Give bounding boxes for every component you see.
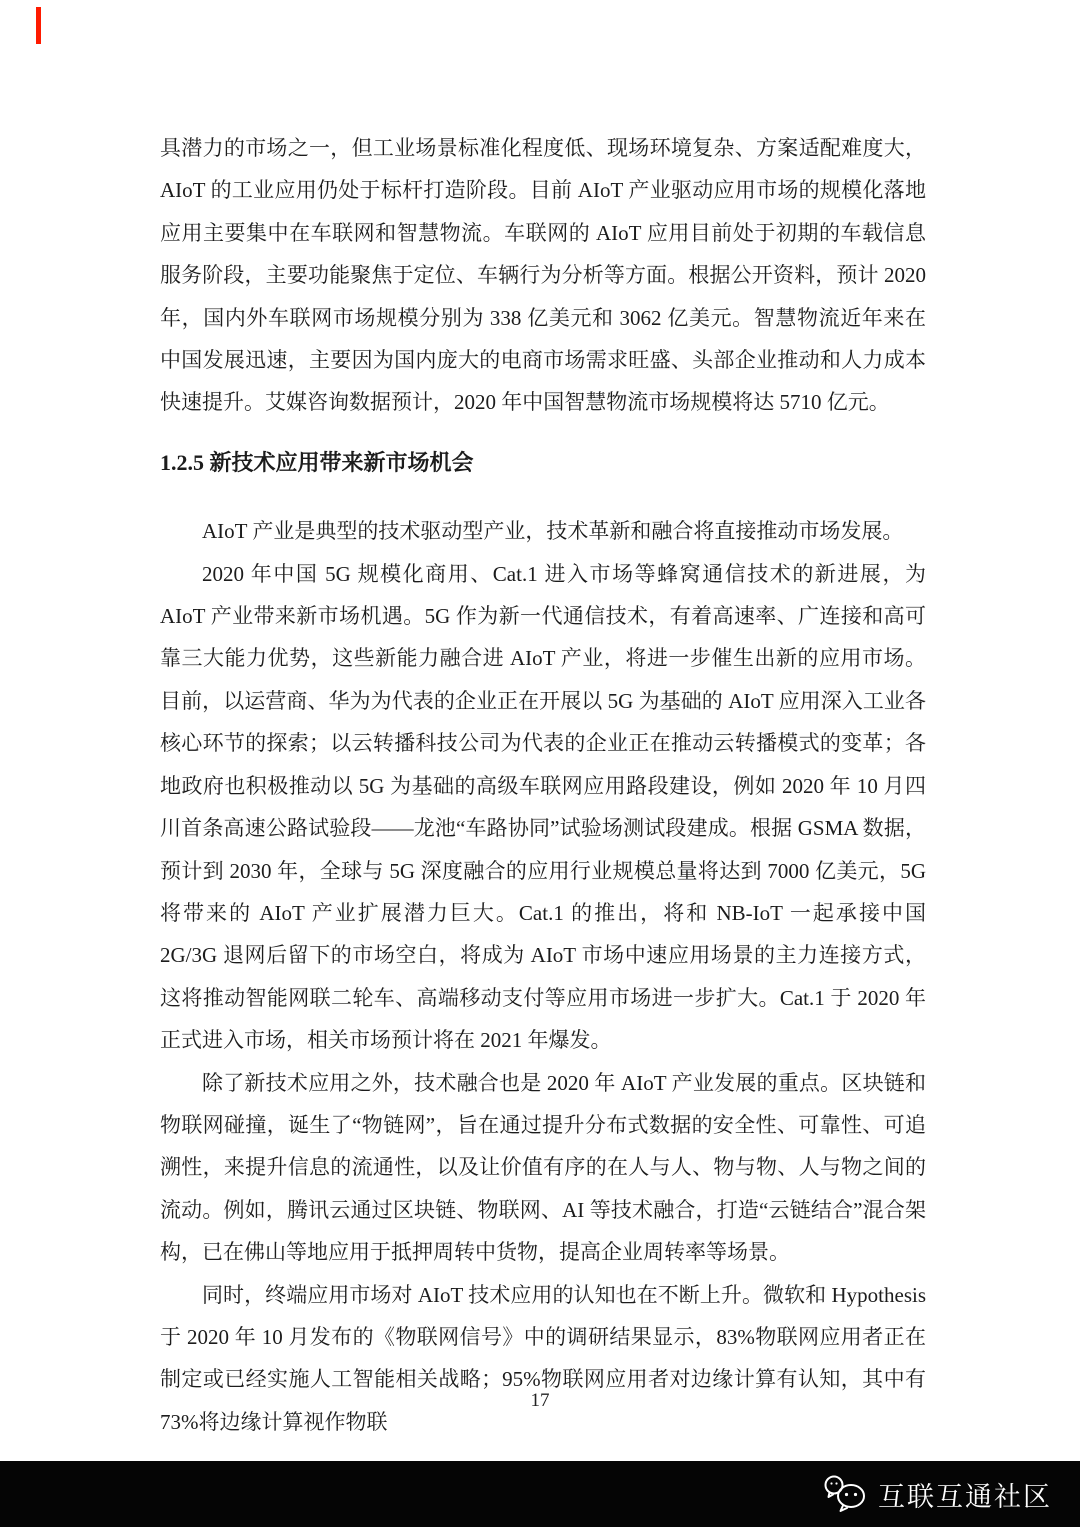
continued-paragraph: 具潜力的市场之一，但工业场景标准化程度低、现场环境复杂、方案适配难度大，AIoT 的工业应用仍处于标杆打造阶段。目前 AIoT 产业驱动应用市场的规模化落地应用主要集中在车联网和智慧物流。车联网的 AIoT 应用目前处于初期的车载信息服务阶段，主要功能聚焦于定位、车辆行为分析等方面。根据公开资料，预计 2020 年，国内外车联网市场规模分别为 338 亿美元和 3062 亿美元。智慧物流近年来在中国发展迅速，主要因为国内庞大的电商市场需求旺盛、头部企业推动和人力成本快速提升。艾媒咨询数据预计，2020 年中国智慧物流市场规模将达 5710 亿元。 [160, 136, 926, 415]
chat-bubbles-icon [822, 1474, 868, 1514]
brand-name: 互联互通社区 [878, 1481, 1052, 1512]
body-text [160, 127, 926, 1443]
paragraph-5g-cat1: 2020 年中国 5G 规模化商用、Cat.1 进入市场等蜂窝通信技术的新进展，为 AIoT 产业带来新市场机遇。5G 作为新一代通信技术，有着高速率、广连接和高可靠三大能力优势，这些新能力融合进 AIoT 产业，将进一步催生出新的应用市场。目前，以运营商、华为为代表的企业正在开展以 5G 为基础的 AIoT 应用深入工业各核心环节的探索；以云转播科技公司为代表的企业正在推动云转播模式的变革；各地政府也积极推动以 5G 为基础的高级车联网应用路段建设，例如 2020 年 10 月四川首条高速公路试验段——龙池“车路协同”试验场测试段建成。根据 GSMA 数据，预计到 2030 年，全球与 5G 深度融合的应用行业规模总量将达到 7000 亿美元，5G 将带来的 AIoT 产业扩展潜力巨大。Cat.1 的推出，将和 NB-IoT 一起承接中国 2G/3G 退网后留下的市场空白，将成为 AIoT 市场中速应用场景的主力连接方式，这将推动智能网联二轮车、高端移动支付等应用市场进一步扩大。Cat.1 于 2020 年正式进入市场，相关市场预计将在 2021 年爆发。 [160, 561, 926, 1053]
footer-bar [0, 1461, 1080, 1527]
section-heading: 1.2.5 新技术应用带来新市场机会 [160, 449, 474, 475]
paragraph-tech-fusion: 除了新技术应用之外，技术融合也是 2020 年 AIoT 产业发展的重点。区块链和物联网碰撞，诞生了“物链网”，旨在通过提升分布式数据的安全性、可靠性、可追溯性，来提升信息的流通性，以及让价值有序的在人与人、物与物、人与物之间的流动。例如，腾讯云通过区块链、物联网、AI 等技术融合，打造“云链结合”混合架构，已在佛山等地应用于抵押周转中货物，提高企业周转率等场景。 [160, 1070, 926, 1265]
red-annotation-mark [36, 7, 41, 44]
paragraph-market-awareness: 同时，终端应用市场对 AIoT 技术应用的认知也在不断上升。微软和 Hypothesis 于 2020 年 10 月发布的《物联网信号》中的调研结果显示，83%物联网应用者正在制定或已经实施人工智能相关战略；95%物联网应用者对边缘计算有认知，其中有 73%将边缘计算视作物联 [160, 1282, 926, 1434]
paragraph-intro: AIoT 产业是典型的技术驱动型产业，技术革新和融合将直接推动市场发展。 [202, 519, 904, 544]
page-number: 17 [530, 1390, 550, 1411]
brand [822, 1474, 1052, 1514]
